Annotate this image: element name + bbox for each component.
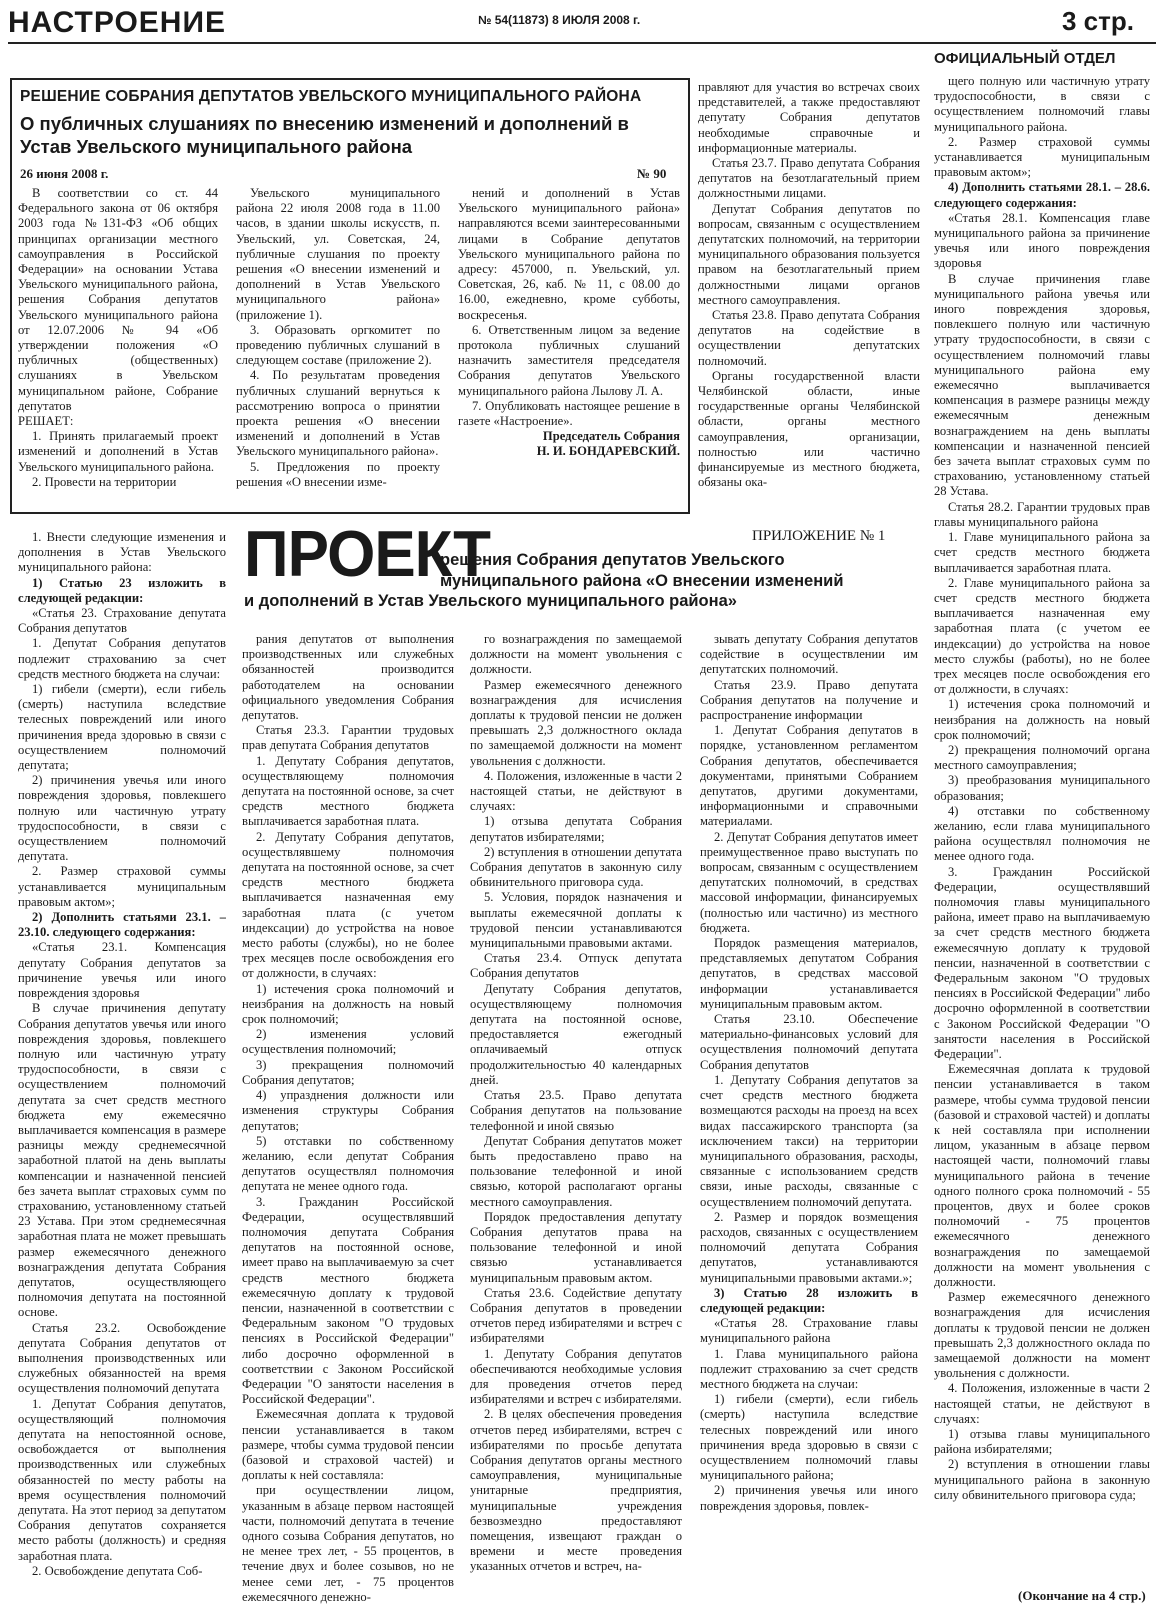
paragraph: 1. Депутат Собрания депутатов, осуществляющий полномочия депутата на непостоянной основе, освобождается от выполнения производственных или служебных обязанностей по месту работы на время осуществления полномочий депутата. На этот период за депутатом Собрания депутатов сохраняется место работы (должность) и средняя заработная плата.: [18, 1396, 226, 1563]
paragraph: 2. Главе муниципального района за счет средств местного бюджета выплачивается назначенная ему заработная плата (с учетом ее индексации) до устройства на новое место службы (работы), но не более трех месяцев после освобождения его от должности, в случаях:: [934, 575, 1150, 697]
issue-info: № 54(11873) 8 ИЮЛЯ 2008 г.: [478, 13, 641, 27]
paragraph: 3) Статью 28 изложить в следующей редакции:: [700, 1285, 918, 1315]
paragraph: 2) вступления в отношении главы муниципального района в законную силу обвинительного приговора суда;: [934, 1457, 1150, 1502]
decision-heading: РЕШЕНИЕ СОБРАНИЯ ДЕПУТАТОВ УВЕЛЬСКОГО МУНИЦИПАЛЬНОГО РАЙОНА: [20, 88, 642, 105]
paragraph: 2. Размер и порядок возмещения расходов, связанных с осуществлением полномочий депутата Собрания депутатов, устанавливаются муниципальными правовыми актами.»;: [700, 1209, 918, 1285]
paragraph: Ежемесячная доплата к трудовой пенсии устанавливается в таком размере, чтобы сумма трудовой пенсии (базовой и страховой частей) и доплаты к ней составляла при исполнении лицом, указанным в абзаце первом настоящей части, полномочий главы муниципального района в течение одного полного срока полномочий - 55 процентов, двух и более сроков полномочий - 75 процентов ежемесячного денежного вознаграждения по замещаемой должности на момент увольнения с должности.: [934, 1062, 1150, 1290]
paragraph: Ежемесячная доплата к трудовой пенсии устанавливается в таком размере, чтобы сумма трудовой пенсии (базовой и страховой частей) и доплаты к ней составляла:: [242, 1407, 454, 1483]
project-column-3: [470, 632, 682, 1620]
project-column-1: [18, 530, 226, 1620]
paragraph: «Статья 23. Страхование депутата Собрания депутатов: [18, 606, 226, 636]
paragraph: зывать депутату Собрания депутатов содействие в осуществлении им депутатских полномочий.: [700, 632, 918, 677]
paragraph: 2) причинения увечья или иного повреждения здоровья, повлек-: [700, 1483, 918, 1513]
paragraph: 1) Статью 23 изложить в следующей редакции:: [18, 575, 226, 605]
paragraph: щего полную или частичную утрату трудоспособности, в связи с осуществлением полномочий главы муниципального района.: [934, 74, 1150, 134]
paragraph: 3) преобразования муниципального образования;: [934, 773, 1150, 803]
paragraph: Статья 23.2. Освобождение депутата Собрания депутатов от выполнения производственных или служебных обязанностей на время осуществления полномочий депутата: [18, 1320, 226, 1396]
paragraph: 1) отзыва главы муниципального района избирателями;: [934, 1427, 1150, 1457]
decision-column-2: [236, 186, 440, 504]
paragraph: 2. Размер страховой суммы устанавливается муниципальным правовым актом»;: [934, 134, 1150, 180]
top-column-4: [698, 80, 920, 508]
paragraph: 4. Положения, изложенные в части 2 настоящей статьи, не действуют в случаях:: [470, 768, 682, 814]
paragraph: 2. В целях обеспечения проведения отчетов перед избирателями, встреч с избирателями по просьбе депутата Собрания депутатов органы местного самоуправления, муниципальные унитарные предприятия, муниципальные учреждения безвозмездно предоставляют помещения, извещают граждан о времени и месте проведения указанных отчетов и встреч, на-: [470, 1407, 682, 1574]
appendix-label: ПРИЛОЖЕНИЕ № 1: [752, 528, 886, 544]
paragraph: 3. Образовать оргкомитет по проведению публичных слушаний в следующем составе (приложение 2).: [236, 322, 440, 368]
paragraph: Размер ежемесячного денежного вознаграждения для исчисления доплаты к трудовой пенсии не должен превышать 2,3 должностного оклада по замещаемой должности на момент увольнения с должности.: [470, 677, 682, 768]
paragraph: 4) отставки по собственному желанию, если глава муниципального района осуществлял полномочия не менее одного года.: [934, 803, 1150, 864]
paragraph: 4) Дополнить статьями 28.1. – 28.6. следующего содержания:: [934, 180, 1150, 210]
paragraph: 1. Принять прилагаемый проект изменений и дополнений в Устав Увельского муниципального района.: [18, 429, 218, 474]
paragraph: 5) отставки по собственному желанию, если депутат Собрания депутатов осуществлял полномочия депутата не менее одного года.: [242, 1133, 454, 1194]
paragraph: 2. Провести на территории: [32, 474, 177, 489]
paragraph: 1) истечения срока полномочий и неизбрания на должность на новый срок полномочий;: [242, 981, 454, 1027]
department-label: ОФИЦИАЛЬНЫЙ ОТДЕЛ: [934, 50, 1116, 67]
paragraph: 4. Положения, изложенные в части 2 настоящей статьи, не действуют в случаях:: [934, 1381, 1150, 1426]
paragraph: 3. Гражданин Российской Федерации, осуществлявший полномочия депутата Собрания депутатов на постоянной основе, имеет право на выплачиваемую за счет средств местного бюджета ежемесячную доплату к трудовой пенсии, назначенной в соответствии с Федеральным законом "О трудовых пенсиях в Российской Федерации" либо досрочно оформленной в соответствии с Законом Российской Федерации "О занятости населения в Российской Федерации".: [242, 1194, 454, 1407]
paragraph: 2) вступления в отношении депутата Собрания депутатов в законную силу обвинительного приговора суда.: [470, 844, 682, 890]
paragraph: 5. Предложения по проекту решения «О внесении изме-: [236, 459, 440, 489]
paragraph: 3) прекращения полномочий Собрания депутатов;: [242, 1057, 454, 1087]
paragraph: 2) причинения увечья или иного повреждения здоровья, повлекшего полную или частичную утрату трудоспособности, в связи с осуществлением полномочий депутата.: [18, 773, 226, 864]
paragraph: 6. Ответственным лицом за ведение протокола публичных слушаний назначить заместителя председателя Собрания депутатов Увельского муниципального района Лылову Л. А.: [458, 322, 680, 398]
page-number: 3 стр.: [1062, 6, 1134, 36]
paragraph: 2. Освобождение депутата Соб-: [32, 1563, 203, 1578]
paragraph: 2. Размер страховой суммы устанавливается муниципальным правовым актом»;: [18, 864, 226, 909]
paragraph: нений и дополнений в Устав Увельского муниципального района» направляются всеми заинтересованными лицами в Собрание депутатов Увельского муниципального района по адресу: 457000, п. Увельский, ул. Советская, 26, каб. № 11, с 08.00 до 16.00, ежедневно, кроме субботы, воскресенья.: [458, 186, 680, 322]
paragraph: 4) упразднения должности или изменения структуры Собрания депутатов;: [242, 1088, 454, 1133]
paragraph: 2. Депутату Собрания депутатов, осуществлявшему полномочия депутата на постоянной основе, за счет средств местного бюджета выплачивается назначенная ему заработная плата (с учетом индексации) до устройства на новое место работы (службы), но не более трех месяцев после освобождения его от должности, в случаях:: [242, 829, 454, 981]
paragraph: 1. Депутат Собрания депутатов в порядке, установленном регламентом Собрания депутатов, обеспечивается документами, принятыми Собранием депутатов, другими документами, информационными и справочными материалами.: [700, 723, 918, 829]
project-column-4: [700, 632, 918, 1620]
paragraph: Депутат Собрания депутатов по вопросам, связанным с осуществлением депутатских полномочий, на территории муниципального образования пользуется правом на безотлагательный прием должностными лицами органов местного самоуправления.: [698, 201, 920, 307]
paragraph: Статья 23.9. Право депутата Собрания депутатов на получение и распространение информации: [700, 677, 918, 723]
paragraph: 2. Депутат Собрания депутатов имеет преимущественное право выступать по вопросам, связанным с осуществлением депутатских полномочий, в средствах массовой информации, финансируемых (полностью или частично) из местного бюджета.: [700, 829, 918, 935]
paragraph: Статья 23.5. Право депутата Собрания депутатов на пользование телефонной и иной связью: [470, 1088, 682, 1133]
paragraph: 1. Депутату Собрания депутатов, осуществляющему полномочия депутата на постоянной основе, за счет средств местного бюджета выплачивается заработная плата.: [242, 753, 454, 829]
project-column-2: [242, 632, 454, 1620]
paragraph: «Статья 23.1. Компенсация депутату Собрания депутатов за причинение увечья или иного повреждения здоровья: [18, 940, 226, 1001]
paragraph: Депутат Собрания депутатов может быть предоставлено право на пользование телефонной и иной связью, которой располагают органы местного самоуправления.: [470, 1133, 682, 1209]
paragraph: 1) гибели (смерти), если гибель (смерть) наступила вследствие телесных повреждений или иного причинения вреда здоровью в связи с осуществлением полномочий главы муниципального района;: [700, 1392, 918, 1483]
paragraph: Статья 23.10. Обеспечение материально-финансовых условий для осуществления полномочий депутата Собрания депутатов: [700, 1012, 918, 1072]
paragraph: 1. Депутату Собрания депутатов обеспечиваются необходимые условия для проведения отчетов перед избирателями и встреч с избирателями.: [470, 1346, 682, 1407]
paragraph: Органы государственной власти Челябинской области, иные государственные органы Челябинской области, органы местного самоуправления, организации, полностью или частично финансируемые из местного бюджета, обязаны ока-: [698, 368, 920, 490]
project-subtitle: решения Собрания депутатов Увельского муниципального района «О внесении изменений: [440, 551, 844, 590]
newspaper-masthead: НАСТРОЕНИЕ: [8, 6, 227, 39]
right-column: [934, 74, 1150, 1584]
paragraph: 1) отзыва депутата Собрания депутатов избирателями;: [470, 814, 682, 844]
paragraph: 1. Депутат Собрания депутатов подлежит страхованию за счет средств местного бюджета на случаи:: [18, 636, 226, 681]
continued-note: (Окончание на 4 стр.): [1018, 1588, 1146, 1603]
paragraph: Порядок предоставления депутату Собрания депутатов права на пользование телефонной и иной связью устанавливается муниципальным правовым актом.: [470, 1209, 682, 1285]
paragraph: 5. Условия, порядок назначения и выплаты ежемесячной доплаты к трудовой пенсии устанавливаются муниципальными правовыми актами.: [470, 890, 682, 951]
header-rule: [8, 42, 1156, 44]
paragraph: Статья 23.8. Право депутата Собрания депутатов на содействие в осуществлении депутатских полномочий.: [698, 308, 920, 368]
decision-column-1: [18, 186, 218, 504]
paragraph: го вознаграждения по замещаемой должности на момент увольнения с должности.: [470, 632, 682, 677]
paragraph: Размер ежемесячного денежного вознаграждения для исчисления доплаты к трудовой пенсии не должен превышать 2,3 должностного оклада по замещаемой должности на момент увольнения с должности.: [934, 1290, 1150, 1381]
paragraph: Порядок размещения материалов, представляемых депутатом Собрания депутатов, в средствах массовой информации устанавливается муниципальным правовым актом.: [700, 936, 918, 1011]
paragraph: В соответствии со ст. 44 Федерального закона от 06 октября 2003 года №131-ФЗ «Об общих принципах организации местного самоуправления в Российской Федерации» на основании Устава Увельского муниципального района, решения Собрания депутатов Увельского муниципального района от 12.07.2006 № 94 «Об утверждении положения «О публичных (общественных) слушаниях в Увельском муниципальном районе, Собрание депутатов: [18, 186, 218, 413]
signature-name: Н. И. БОНДАРЕВСКИЙ.: [536, 444, 680, 459]
paragraph: В случае причинения главе муниципального района увечья или иного повреждения здоровья, повлекшего полную или частичную утрату трудоспособности, в связи с осуществлением полномочий главы муниципального района ему ежемесячно выплачивается компенсация в размере разницы между ежемесячным денежным вознаграждением на день выплаты компенсации и назначенной пенсией без зачета выплат страховых сумм по страхованию, установленному статьей 28 Устава.: [934, 271, 1150, 499]
paragraph: 3. Гражданин Российской Федерации, осуществлявший полномочия главы муниципального района, имеет право на выплачиваемую за счет средств местного бюджета ежемесячную доплату к трудовой пенсии, назначенной в соответствии с Федеральным законом "О трудовых пенсиях в Российской Федерации" либо досрочно оформленной в соответствии с Законом Российской Федерации "О занятости населения в Российской Федерации".: [934, 864, 1150, 1061]
decision-column-3: [458, 186, 680, 504]
paragraph: 7. Опубликовать настоящее решение в газете «Настроение».: [458, 398, 680, 429]
paragraph: при осуществлении лицом, указанным в абзаце первом настоящей части, полномочий депутата в течение одного созыва Собрания депутатов, но не менее трех лет, - 55 процентов, в течение двух и более созывов, но не менее семи лет, - 75 процентов ежемесячного денежно-: [242, 1483, 454, 1604]
paragraph: 1) истечения срока полномочий и неизбрания на должность на новый срок полномочий;: [934, 697, 1150, 742]
paragraph: Депутату Собрания депутатов, осуществляющему полномочия депутата на постоянной основе, предоставляется ежегодный оплачиваемый отпуск продолжительностью 40 календарных дней.: [470, 981, 682, 1087]
paragraph: 2) Дополнить статьями 23.1. – 23.10. следующего содержания:: [18, 910, 226, 940]
paragraph: Статья 23.6. Содействие депутату Собрания депутатов в проведении отчетов перед избирателями и встреч с избирателями: [470, 1285, 682, 1346]
paragraph: 2) прекращения полномочий органа местного самоуправления;: [934, 742, 1150, 773]
paragraph: «Статья 28. Страхование главы муниципального района: [700, 1316, 918, 1346]
project-word: ПРОЕКТ: [244, 518, 490, 591]
paragraph: Статья 28.2. Гарантии трудовых прав главы муниципального района: [934, 499, 1150, 529]
decision-date: 26 июня 2008 г.: [20, 166, 109, 181]
paragraph: 1) гибели (смерти), если гибель (смерть) наступила вследствие телесных повреждений или иного причинения вреда здоровью в связи с осуществлением полномочий депутата;: [18, 682, 226, 773]
paragraph: правляют для участия во встречах своих представителей, а также предоставляют депутату Собрания депутатов необходимые справочные и информационные материалы.: [698, 80, 920, 155]
decision-number: № 90: [637, 166, 667, 181]
paragraph: Статья 23.3. Гарантии трудовых прав депутата Собрания депутатов: [242, 723, 454, 753]
paragraph: «Статья 28.1. Компенсация главе муниципального района за причинение увечья или иного повреждения здоровья: [934, 210, 1150, 271]
paragraph: Статья 23.4. Отпуск депутата Собрания депутатов: [470, 951, 682, 981]
paragraph: В случае причинения депутату Собрания депутатов увечья или иного повреждения здоровья, повлекшего полную или частичную утрату трудоспособности, в связи с осуществлением полномочий депутата за счет средств местного бюджета ему ежемесячно выплачивается компенсация в размере разницы между среднемесячной заработной платой на день выплаты компенсации и назначенной пенсией без зачета выплат страховых сумм по страхованию, установленному статьей 23 Устава. При этом среднемесячная заработная плата не может превышать размер ежемесячного денежного вознаграждения депутата Собрания депутатов, осуществляющего полномочия депутата на постоянной основе.: [18, 1001, 226, 1320]
paragraph: 2) изменения условий осуществления полномочий;: [242, 1027, 454, 1057]
paragraph: рания депутатов от выполнения производственных или служебных обязанностей производится работодателем на основании официального уведомления Собрания депутатов.: [242, 632, 454, 723]
paragraph: Увельского муниципального района 22 июля 2008 года в 11.00 часов, в здании школы искусств, п. Увельский, ул. Советская, 24, публичные слушания по проекту решения «О внесении изменений и дополнений в Устав Увельского муниципального района» (приложение 1).: [236, 186, 440, 322]
paragraph: Статья 23.7. Право депутата Собрания депутатов на безотлагательный прием должностными лицами.: [698, 156, 920, 201]
signature-title: Председатель Собрания: [542, 429, 680, 444]
paragraph: 1. Депутату Собрания депутатов за счет средств местного бюджета возмещаются расходы на проезд на всех видах пассажирского транспорта (за исключением такси) на территории муниципального образования, расходы, связанные с использованием средств связи, иные расходы, связанные с осуществлением полномочий депутата.: [700, 1072, 918, 1209]
paragraph: 1. Глава муниципального района подлежит страхованию за счет средств местного бюджета на случаи:: [700, 1346, 918, 1391]
paragraph: 1. Главе муниципального района за счет средств местного бюджета выплачивается заработная плата.: [934, 530, 1150, 575]
paragraph: РЕШАЕТ:: [18, 414, 74, 429]
decision-title: О публичных слушаниях по внесению изменений и дополнений в Устав Увельского муниципального района: [20, 113, 629, 157]
paragraph: 4. По результатам проведения публичных слушаний вернуться к рассмотрению вопроса о принятии проекта решения «О внесении изменений и дополнений в Устав Увельского муниципального района».: [236, 368, 440, 459]
project-subtitle-2: и дополнений в Устав Увельского муниципального района»: [244, 592, 737, 610]
paragraph: 1. Внести следующие изменения и дополнения в Устав Увельского муниципального района:: [18, 530, 226, 575]
